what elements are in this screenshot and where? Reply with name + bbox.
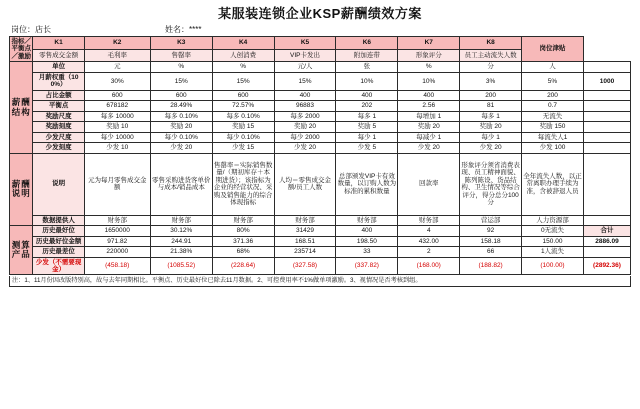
- row-label-less-intensity: 少发刻度: [33, 143, 84, 153]
- kpi-name-7: 形象评分: [398, 49, 460, 62]
- cell-bs-total-label: 合计: [583, 226, 630, 236]
- cell-rs-1: 每多 10000: [84, 111, 150, 121]
- kpi-name-5: VIP卡发出: [274, 49, 336, 62]
- cell-ex-4: 人均＝零售成交金额/员工人数: [274, 153, 336, 215]
- cell-li-2: 少发 20: [150, 143, 212, 153]
- cell-ex-6: 回款率: [398, 153, 460, 215]
- cell-unit-4: 元/人: [274, 62, 336, 72]
- cell-lp-total: (2892.36): [583, 257, 630, 275]
- cell-ba-3: 371.36: [212, 236, 274, 246]
- row-reward-intensity: [10, 122, 631, 132]
- cell-pv-4: 财务部: [274, 215, 336, 225]
- cell-unit-1: 元: [84, 62, 150, 72]
- cell-ri-8: 奖励 150: [522, 122, 584, 132]
- cell-li-5: 少发 5: [336, 143, 398, 153]
- cell-pv-7: 营运部: [460, 215, 522, 225]
- cell-bal-6: 2.56: [398, 101, 460, 111]
- cell-ri-4: 奖励 20: [274, 122, 336, 132]
- cell-amt-3: 600: [212, 90, 274, 100]
- kpi-name-8: 员工主动流失人数: [460, 49, 522, 62]
- cell-bal-3: 72.57%: [212, 101, 274, 111]
- kpi-name-3: 售罄率: [150, 49, 212, 62]
- cell-ws-2: 21.38%: [150, 247, 212, 257]
- header-k4: K4: [212, 37, 274, 50]
- row-amount: [10, 90, 631, 100]
- cell-li-bonus: [583, 143, 630, 153]
- position-field: [9, 24, 163, 35]
- cell-li-7: 少发 20: [460, 143, 522, 153]
- cell-ws-6: 2: [398, 247, 460, 257]
- cell-bal-4: 96883: [274, 101, 336, 111]
- cell-ls-7: 每少 1: [460, 132, 522, 142]
- cell-ba-total: 2886.09: [583, 236, 630, 246]
- cell-rs-8: 无流失: [522, 111, 584, 121]
- cell-bal-5: 202: [336, 101, 398, 111]
- kpi-name-2: 毛利率: [84, 49, 150, 62]
- top-info: [9, 24, 631, 36]
- cell-rs-7: 每多 1: [460, 111, 522, 121]
- cell-bs-1: 1650000: [84, 226, 150, 236]
- row-label-worst: 历史最差位: [33, 247, 84, 257]
- cell-pv-8: 人力资源部: [522, 215, 584, 225]
- cell-li-4: 少发 20: [274, 143, 336, 153]
- cell-bs-2: 30.12%: [150, 226, 212, 236]
- cell-md-7: 3%: [460, 72, 522, 90]
- page-title: 某服装连锁企业KSP薪酬绩效方案: [218, 6, 422, 21]
- row-monthly-degree: [10, 72, 631, 90]
- table-header-row: [10, 37, 631, 50]
- cell-li-8: 少发 100: [522, 143, 584, 153]
- row-label-provider: 数据提供人: [33, 215, 84, 225]
- cell-md-bonus: 1000: [583, 72, 630, 90]
- cell-ba-4: 168.51: [274, 236, 336, 246]
- row-label-unit: 单位: [33, 62, 84, 72]
- header-k1: K1: [33, 37, 84, 50]
- cell-ri-5: 奖励 5: [336, 122, 398, 132]
- cell-bs-5: 400: [336, 226, 398, 236]
- cell-lp-8: (100.00): [522, 257, 584, 275]
- cell-ex-8: 全年流失人数，以正常离职办理手续为准，含被辞退人员: [522, 153, 584, 215]
- cell-ws-7: 66: [460, 247, 522, 257]
- cell-ex-3: 售罄率＝实际销售数量/（期初库存＋本期进货）；该指标为企业的经营状况、采购及销售能力的综合体现指标: [212, 153, 274, 215]
- cell-li-3: 少发 15: [212, 143, 274, 153]
- cell-pv-5: 财务部: [336, 215, 398, 225]
- cell-ri-bonus: [583, 122, 630, 132]
- header-bonus: 岗位津贴: [522, 37, 584, 62]
- kpi-name-1: 零售成交金额: [33, 49, 84, 62]
- cell-ri-2: 奖励 20: [150, 122, 212, 132]
- cell-ws-8: 1人流失: [522, 247, 584, 257]
- cell-rs-3: 每多 0.10%: [212, 111, 274, 121]
- side-label-structure: [10, 62, 33, 153]
- side-label-explain-text: 薪酬说明: [11, 179, 31, 199]
- cell-lp-2: (1085.52): [150, 257, 212, 275]
- cell-bal-bonus: [583, 101, 630, 111]
- cell-ls-1: 每少 10000: [84, 132, 150, 142]
- name-label: 姓名：: [165, 25, 189, 34]
- cell-ls-4: 每少 2000: [274, 132, 336, 142]
- cell-ba-5: 198.50: [336, 236, 398, 246]
- row-best-amount: [10, 236, 631, 246]
- cell-md-5: 10%: [336, 72, 398, 90]
- cell-ls-8: 每流失人1: [522, 132, 584, 142]
- cell-li-1: 少发 10: [84, 143, 150, 153]
- cell-rs-bonus: [583, 111, 630, 121]
- cell-unit-bonus: [583, 62, 630, 72]
- cell-ws-1: 220000: [84, 247, 150, 257]
- row-provider: [10, 215, 631, 225]
- header-k6: K6: [336, 37, 398, 50]
- cell-ws-4: 235714: [274, 247, 336, 257]
- side-label-explain: [10, 153, 33, 225]
- cell-amt-4: 400: [274, 90, 336, 100]
- row-label-explain: 说明: [33, 153, 84, 215]
- cell-ex-1: 元为每月零售成交金额: [84, 153, 150, 215]
- cell-amt-8: 200: [522, 90, 584, 100]
- cell-ex-5: 总部颁发VIP卡有效数量，以订购人数为标准的累积数量: [336, 153, 398, 215]
- position-value: 店长: [35, 25, 51, 34]
- cell-amt-bonus: [583, 90, 630, 100]
- cell-lp-4: (327.58): [274, 257, 336, 275]
- cell-md-6: 10%: [398, 72, 460, 90]
- cell-unit-8: 人: [522, 62, 584, 72]
- position-label: 岗位：: [11, 25, 35, 34]
- cell-ws-3: 68%: [212, 247, 274, 257]
- cell-ws-5: 33: [336, 247, 398, 257]
- row-less-scale: [10, 132, 631, 142]
- cell-bal-8: 0.7: [522, 101, 584, 111]
- cell-rs-2: 每多 0.10%: [150, 111, 212, 121]
- cell-ls-6: 每减少 1: [398, 132, 460, 142]
- cell-ex-bonus: [583, 153, 630, 215]
- cell-rs-5: 每多 1: [336, 111, 398, 121]
- cell-ex-2: 零售采购进货客单价与成本/销品成本: [150, 153, 212, 215]
- row-reward-scale: [10, 111, 631, 121]
- cell-md-8: 5%: [522, 72, 584, 90]
- cell-ls-5: 每少 1: [336, 132, 398, 142]
- cell-pv-2: 财务部: [150, 215, 212, 225]
- kpi-name-6: 附加连带: [336, 49, 398, 62]
- row-label-reward-scale: 奖励尺度: [33, 111, 84, 121]
- cell-lp-7: (188.82): [460, 257, 522, 275]
- header-k5: K5: [274, 37, 336, 50]
- cell-md-3: 15%: [212, 72, 274, 90]
- row-label-reward-intensity: 奖励刻度: [33, 122, 84, 132]
- row-label-less-scale: 少发尺度: [33, 132, 84, 142]
- side-label-measure-text: 测算产品: [11, 239, 31, 260]
- cell-ba-1: 971.82: [84, 236, 150, 246]
- row-less-intensity: [10, 143, 631, 153]
- side-label-measure: [10, 226, 33, 275]
- cell-ls-bonus: [583, 132, 630, 142]
- cell-ba-8: 150.00: [522, 236, 584, 246]
- row-label-less-pay: 少发（不需要现金）: [33, 257, 84, 275]
- cell-lp-1: (458.18): [84, 257, 150, 275]
- cell-amt-2: 600: [150, 90, 212, 100]
- cell-amt-7: 200: [460, 90, 522, 100]
- cell-md-4: 15%: [274, 72, 336, 90]
- cell-md-2: 15%: [150, 72, 212, 90]
- cell-unit-6: %: [398, 62, 460, 72]
- cell-bs-4: 31429: [274, 226, 336, 236]
- cell-ls-2: 每少 0.10%: [150, 132, 212, 142]
- row-label-balance: 平衡点: [33, 101, 84, 111]
- row-less-pay: [10, 257, 631, 275]
- cell-bs-7: 92: [460, 226, 522, 236]
- cell-pv-1: 财务部: [84, 215, 150, 225]
- cell-amt-5: 400: [336, 90, 398, 100]
- cell-ri-6: 奖励 20: [398, 122, 460, 132]
- cell-rs-6: 每增加 1: [398, 111, 460, 121]
- cell-li-6: 少发 20: [398, 143, 460, 153]
- cell-bs-6: 4: [398, 226, 460, 236]
- header-k8: K8: [460, 37, 522, 50]
- row-unit: [10, 62, 631, 72]
- cell-lp-6: (168.00): [398, 257, 460, 275]
- cell-unit-3: %: [212, 62, 274, 72]
- cell-bal-7: 81: [460, 101, 522, 111]
- row-balance: [10, 101, 631, 111]
- cell-lp-5: (337.82): [336, 257, 398, 275]
- cell-lp-3: (228.64): [212, 257, 274, 275]
- header-k7: K7: [398, 37, 460, 50]
- header-index-label: 指标／平衡点／激励: [11, 38, 31, 60]
- cell-unit-7: 分: [460, 62, 522, 72]
- row-label-amount: 占比金额: [33, 90, 84, 100]
- name-field: [163, 24, 377, 35]
- side-label-structure-text: 薪酬结构: [11, 97, 31, 117]
- cell-bal-1: 678182: [84, 101, 150, 111]
- cell-ex-7: 形象评分须省消费表现、员工精神面貌、陈列陈设、货品结构、卫生情况等综合评分，得分总分100分: [460, 153, 522, 215]
- cell-rs-4: 每多 2000: [274, 111, 336, 121]
- row-worst: [10, 247, 631, 257]
- row-best: [10, 226, 631, 236]
- cell-pv-3: 财务部: [212, 215, 274, 225]
- cell-bs-3: 80%: [212, 226, 274, 236]
- cell-unit-5: 张: [336, 62, 398, 72]
- cell-unit-2: %: [150, 62, 212, 72]
- cell-ba-7: 158.18: [460, 236, 522, 246]
- ksp-table: [9, 36, 631, 275]
- cell-bs-8: 0无流失: [522, 226, 584, 236]
- cell-bal-2: 28.49%: [150, 101, 212, 111]
- cell-ri-1: 奖励 10: [84, 122, 150, 132]
- cell-ws-bonus: [583, 247, 630, 257]
- cell-ri-7: 奖励 20: [460, 122, 522, 132]
- row-label-monthly-degree: 月薪权重（100%）: [33, 72, 84, 90]
- cell-amt-1: 600: [84, 90, 150, 100]
- cell-ls-3: 每少 0.10%: [212, 132, 274, 142]
- kpi-name-4: 人创消费: [212, 49, 274, 62]
- header-k3: K3: [150, 37, 212, 50]
- cell-pv-6: 财务部: [398, 215, 460, 225]
- row-label-best-amount: 历史最好位金额: [33, 236, 84, 246]
- row-label-best: 历史最好位: [33, 226, 84, 236]
- cell-pv-bonus: [583, 215, 630, 225]
- row-explain: [10, 153, 631, 215]
- name-value: ****: [189, 25, 202, 34]
- cell-ri-3: 奖励 15: [212, 122, 274, 132]
- footnote: 注：1、11月份因改版特别高，故与去年同期相比。平衡点、历史最好位已除去11月数据。2、可控费用率不1%做单项激励。3、视情况是否考核到组。: [9, 276, 631, 287]
- cell-md-1: 30%: [84, 72, 150, 90]
- cell-amt-6: 400: [398, 90, 460, 100]
- cell-ba-6: 432.00: [398, 236, 460, 246]
- cell-ba-2: 244.91: [150, 236, 212, 246]
- header-k2: K2: [84, 37, 150, 50]
